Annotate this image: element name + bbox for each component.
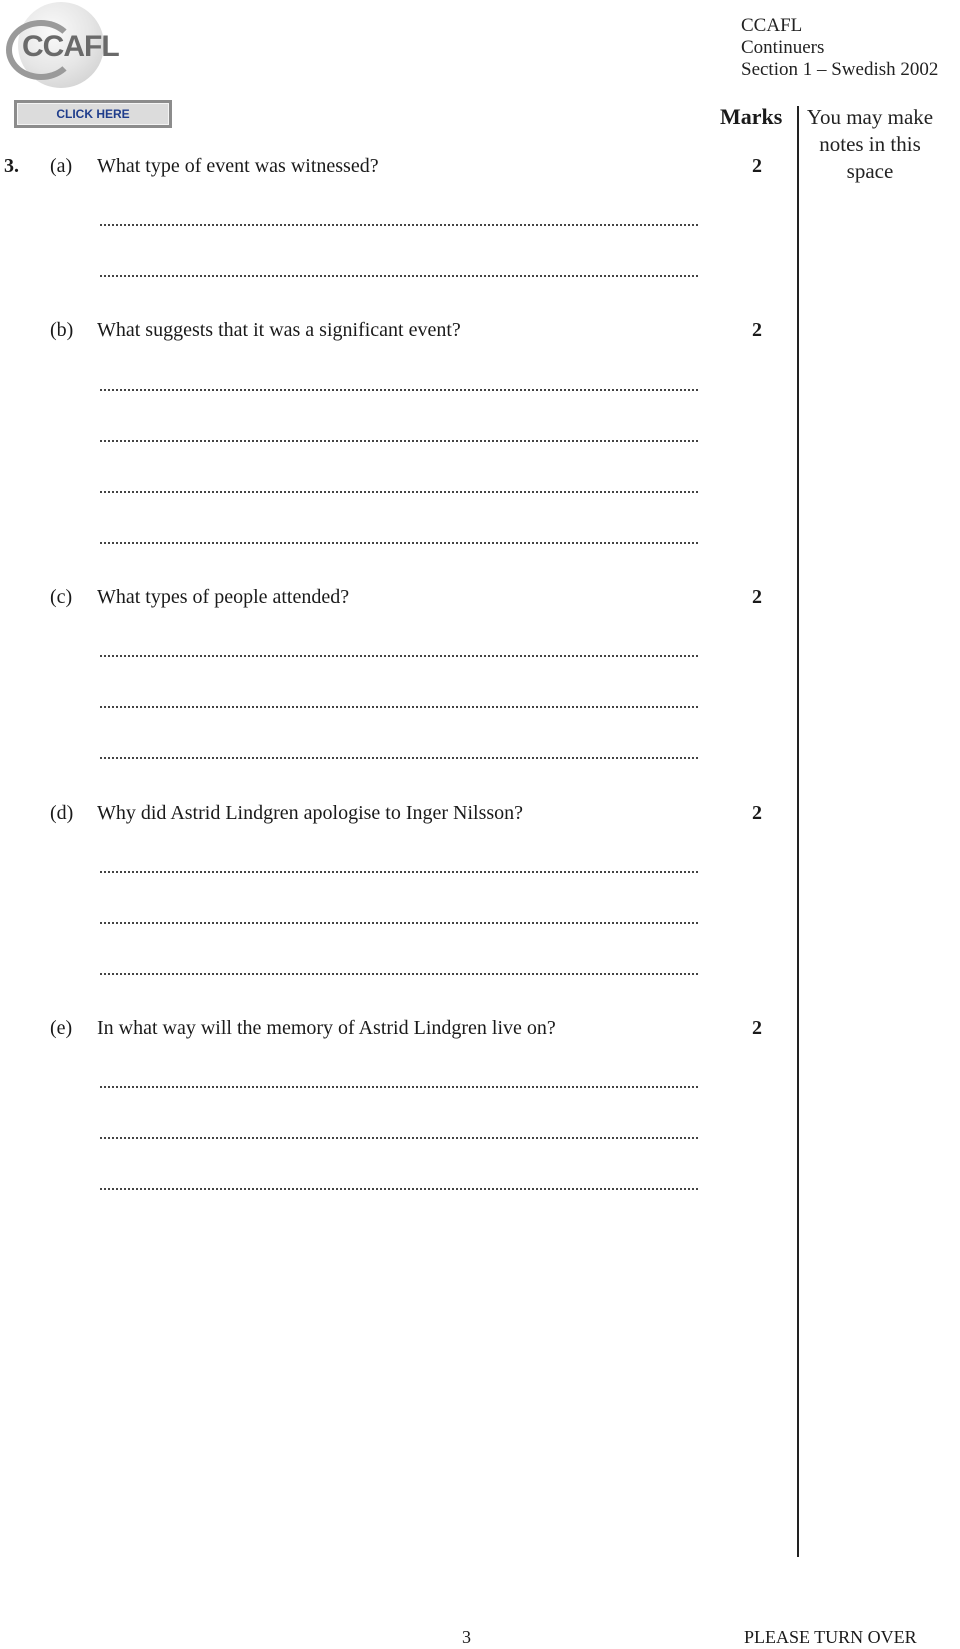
answer-line[interactable] (100, 542, 698, 544)
ccafl-logo (4, 2, 119, 88)
answer-line[interactable] (100, 922, 698, 924)
part-text-c: What types of people attended? (97, 586, 350, 608)
part-text-d: Why did Astrid Lindgren apologise to Inger Nilsson? (97, 802, 524, 824)
answer-line[interactable] (100, 973, 698, 975)
part-label-e: (e) (50, 1017, 73, 1039)
answer-line[interactable] (100, 757, 698, 759)
logo-wordmark: CCAFL (22, 30, 119, 63)
part-label-d: (d) (50, 802, 74, 824)
header-line-org: CCAFL (741, 15, 803, 36)
part-text-b: What suggests that it was a significant event? (97, 319, 461, 341)
please-turn-over: PLEASE TURN OVER (744, 1627, 917, 1647)
answer-line[interactable] (100, 871, 698, 873)
part-text-a: What type of event was witnessed? (97, 155, 379, 177)
marks-value-d: 2 (752, 802, 762, 824)
part-label-c: (c) (50, 586, 73, 608)
marks-value-e: 2 (752, 1017, 762, 1039)
answer-line[interactable] (100, 224, 698, 226)
header-line-level: Continuers (741, 37, 825, 58)
answer-line[interactable] (100, 706, 698, 708)
marks-value-a: 2 (752, 155, 762, 177)
page-number: 3 (462, 1627, 471, 1647)
part-label-a: (a) (50, 155, 73, 177)
answer-line[interactable] (100, 389, 698, 391)
answer-line[interactable] (100, 1137, 698, 1139)
header-line-section: Section 1 – Swedish 2002 (741, 59, 939, 80)
margin-divider (797, 106, 799, 1557)
marks-value-b: 2 (752, 319, 762, 341)
question-number: 3. (4, 155, 19, 177)
click-here-button[interactable]: CLICK HERE (14, 100, 172, 128)
marks-value-c: 2 (752, 586, 762, 608)
header-info (741, 15, 938, 81)
part-text-e: In what way will the memory of Astrid Lindgren live on? (97, 1017, 556, 1039)
answer-line[interactable] (100, 655, 698, 657)
answer-line[interactable] (100, 1188, 698, 1190)
marks-column-heading: Marks (720, 104, 783, 129)
part-label-b: (b) (50, 319, 74, 341)
answer-line[interactable] (100, 275, 698, 277)
answer-line[interactable] (100, 491, 698, 493)
answer-line[interactable] (100, 1086, 698, 1088)
answer-line[interactable] (100, 440, 698, 442)
notes-column-heading: You may make notes in this space (806, 105, 934, 183)
